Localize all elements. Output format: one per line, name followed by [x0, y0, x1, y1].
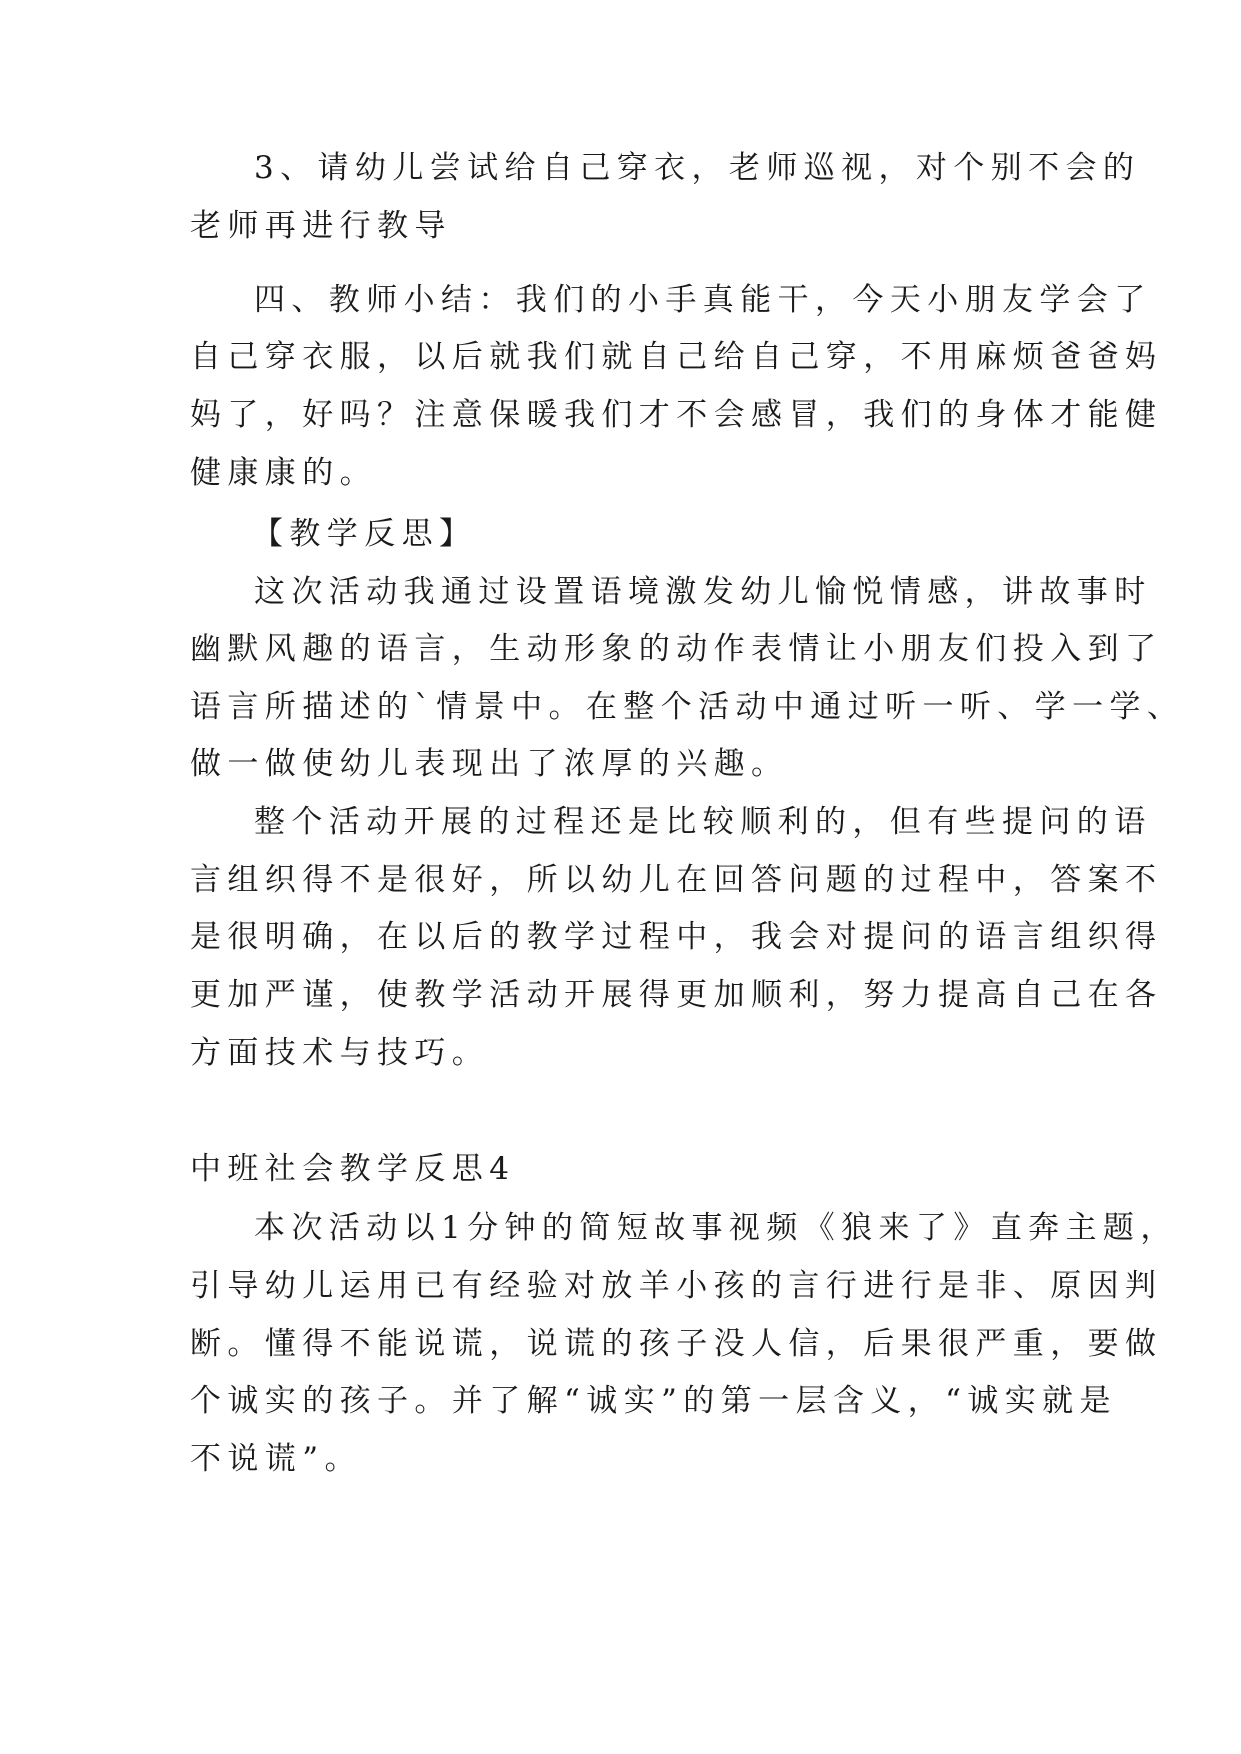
section-heading: 【教学反思】 — [252, 516, 477, 552]
paragraph-line: 妈了，好吗？注意保暖我们才不会感冒，我们的身体才能健 — [190, 397, 1163, 433]
paragraph-line: 引导幼儿运用已有经验对放羊小孩的言行进行是非、原因判 — [190, 1268, 1163, 1304]
paragraph-line: 更加严谨，使教学活动开展得更加顺利，努力提高自己在各 — [190, 977, 1163, 1013]
paragraph-line: 幽默风趣的语言，生动形象的动作表情让小朋友们投入到了 — [190, 631, 1163, 667]
paragraph-line: 断。懂得不能说谎，说谎的孩子没人信，后果很严重，要做 — [190, 1326, 1163, 1362]
paragraph-line: 是很明确，在以后的教学过程中，我会对提问的语言组织得 — [190, 919, 1163, 955]
paragraph-line: 四、教师小结：我们的小手真能干，今天小朋友学会了 — [254, 282, 1152, 318]
section-title: 中班社会教学反思4 — [190, 1151, 516, 1187]
paragraph-line: 个诚实的孩子。并了解“诚实”的第一层含义，“诚实就是 — [190, 1383, 1117, 1419]
paragraph-line: 3、请幼儿尝试给自己穿衣，老师巡视，对个别不会的 — [254, 150, 1141, 186]
paragraph-line: 做一做使幼儿表现出了浓厚的兴趣。 — [190, 746, 789, 782]
paragraph-line: 自己穿衣服，以后就我们就自己给自己穿，不用麻烦爸爸妈 — [190, 339, 1163, 375]
paragraph-line: 老师再进行教导 — [190, 208, 452, 244]
paragraph-line: 言组织得不是很好，所以幼儿在回答问题的过程中，答案不 — [190, 862, 1163, 898]
paragraph-line: 语言所描述的`情景中。在整个活动中通过听一听、学一学、 — [190, 689, 1185, 725]
paragraph-line: 不说谎”。 — [190, 1441, 362, 1477]
paragraph-line: 这次活动我通过设置语境激发幼儿愉悦情感，讲故事时 — [254, 574, 1152, 610]
paragraph-line: 本次活动以1分钟的简短故事视频《狼来了》直奔主题， — [254, 1210, 1178, 1246]
paragraph-line: 整个活动开展的过程还是比较顺利的，但有些提问的语 — [254, 804, 1152, 840]
paragraph-line: 方面技术与技巧。 — [190, 1035, 490, 1071]
paragraph-line: 健康康的。 — [190, 455, 377, 491]
